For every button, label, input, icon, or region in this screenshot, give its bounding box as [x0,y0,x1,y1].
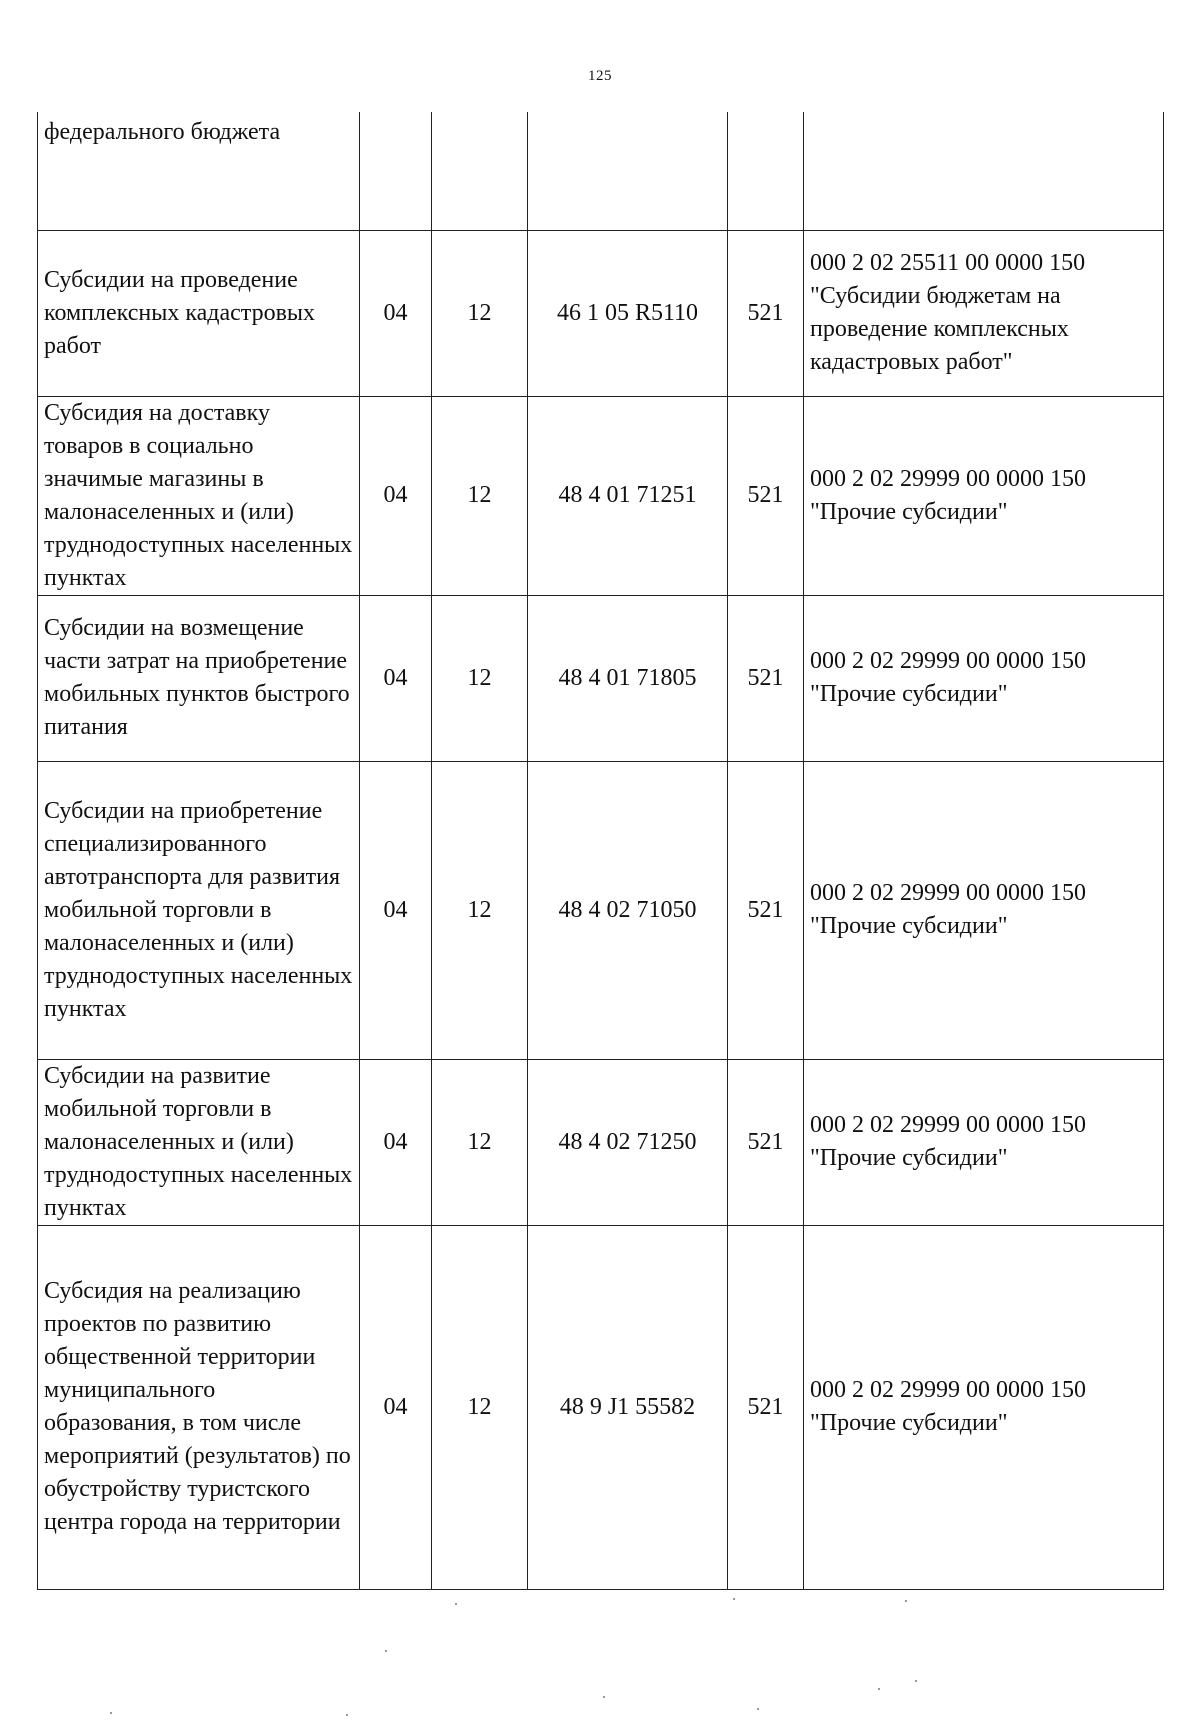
cell-section [360,112,432,230]
cell-subsection: 12 [432,595,528,761]
table-row [38,112,1164,230]
cell-target: 48 9 J1 55582 [528,1225,728,1589]
cell-subsection: 12 [432,761,528,1059]
cell-subsection: 12 [432,230,528,396]
scan-speck [603,1696,605,1698]
table-row [38,396,1164,595]
cell-section: 04 [360,230,432,396]
cell-subsection: 12 [432,396,528,595]
cell-subsection: 12 [432,1225,528,1589]
cell-name: Субсидии на возмещение части затрат на приобретение мобильных пунктов быстрого питания [38,595,360,761]
cell-type: 521 [728,761,804,1059]
cell-code: 000 2 02 29999 00 0000 150 "Прочие субсидии" [804,1059,1164,1225]
scan-speck [905,1600,907,1602]
cell-section: 04 [360,1059,432,1225]
cell-name: Субсидия на доставку товаров в социально значимые магазины в малонаселенных и (или) труднодоступных населенных пунктах [38,396,360,595]
table-row [38,761,1164,1059]
cell-target: 48 4 02 71250 [528,1059,728,1225]
scan-speck [915,1680,917,1682]
cell-section: 04 [360,396,432,595]
budget-table [37,112,1164,1590]
cell-target [528,112,728,230]
scan-speck [346,1714,348,1716]
cell-code: 000 2 02 29999 00 0000 150 "Прочие субсидии" [804,595,1164,761]
cell-section: 04 [360,1225,432,1589]
cell-name: Субсидии на развитие мобильной торговли в малонаселенных и (или) труднодоступных населенных пунктах [38,1059,360,1225]
cell-name: Субсидии на приобретение специализированного автотранспорта для развития мобильной торговли в малонаселенных и (или) труднодоступных населенных пунктах [38,761,360,1059]
cell-name: Субсидия на реализацию проектов по развитию общественной территории муниципального образования, в том числе мероприятий (результатов) по обустройству туристского центра города на территории [38,1225,360,1589]
table-row [38,595,1164,761]
cell-type: 521 [728,595,804,761]
cell-code [804,112,1164,230]
cell-type: 521 [728,1225,804,1589]
scan-speck [878,1688,880,1690]
cell-target: 48 4 02 71050 [528,761,728,1059]
cell-target: 48 4 01 71251 [528,396,728,595]
cell-section: 04 [360,761,432,1059]
cell-name: федерального бюджета [38,112,360,230]
cell-code: 000 2 02 25511 00 0000 150 "Субсидии бюджетам на проведение комплексных кадастровых работ" [804,230,1164,396]
cell-name: Субсидии на проведение комплексных кадастровых работ [38,230,360,396]
page-number: 125 [588,68,612,84]
table-row [38,1225,1164,1589]
cell-target: 48 4 01 71805 [528,595,728,761]
cell-type: 521 [728,396,804,595]
cell-type: 521 [728,230,804,396]
cell-subsection: 12 [432,1059,528,1225]
scan-speck [385,1650,387,1652]
cell-code: 000 2 02 29999 00 0000 150 "Прочие субсидии" [804,761,1164,1059]
cell-type [728,112,804,230]
cell-code: 000 2 02 29999 00 0000 150 "Прочие субсидии" [804,1225,1164,1589]
cell-subsection [432,112,528,230]
cell-section: 04 [360,595,432,761]
table-row [38,1059,1164,1225]
cell-type: 521 [728,1059,804,1225]
scan-speck [455,1603,457,1605]
cell-target: 46 1 05 R5110 [528,230,728,396]
scan-speck [733,1598,735,1600]
table-row [38,230,1164,396]
scan-speck [110,1712,112,1714]
cell-code: 000 2 02 29999 00 0000 150 "Прочие субсидии" [804,396,1164,595]
scan-speck [757,1708,759,1710]
